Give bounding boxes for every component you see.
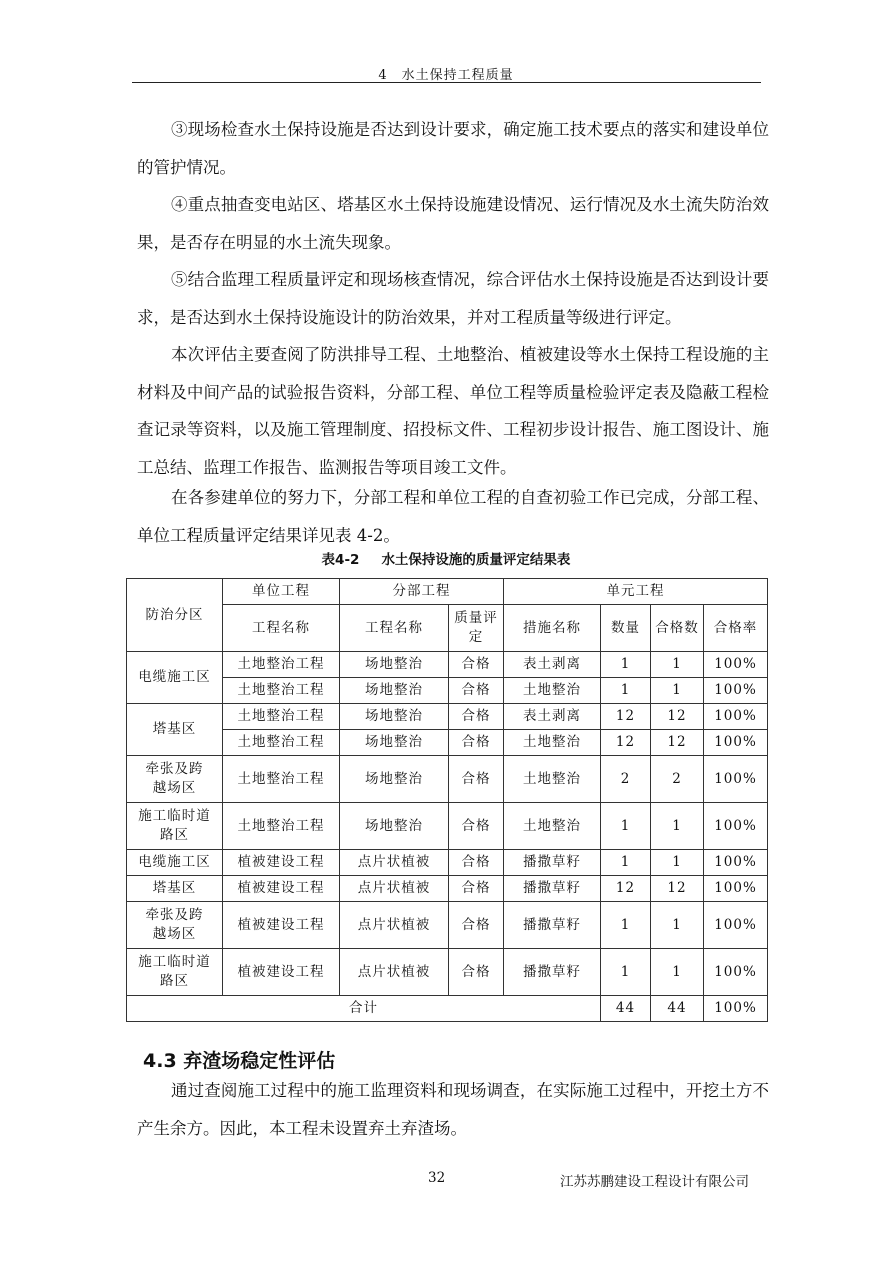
sub-cell: 场地整治 xyxy=(340,756,449,803)
table-row xyxy=(127,803,768,850)
table-total-row xyxy=(127,996,768,1022)
rate-cell: 100% xyxy=(704,850,768,876)
table-row xyxy=(127,704,768,730)
rate-cell: 100% xyxy=(704,730,768,756)
qty-cell: 1 xyxy=(601,678,651,704)
table-row xyxy=(127,678,768,704)
rate-cell: 100% xyxy=(704,756,768,803)
zone-cell: 牵张及跨 越场区 xyxy=(127,902,223,949)
qty-cell: 1 xyxy=(601,902,651,949)
total-rate-cell: 100% xyxy=(704,996,768,1022)
table-row xyxy=(127,756,768,803)
running-header: 4 水土保持工程质量 xyxy=(378,68,514,83)
rate-cell: 100% xyxy=(704,902,768,949)
qty-cell: 12 xyxy=(601,876,651,902)
sub-cell: 场地整治 xyxy=(340,652,449,678)
header-sub-project: 分部工程 xyxy=(340,579,504,605)
header-zone: 防治分区 xyxy=(127,579,223,652)
unit-cell: 植被建设工程 xyxy=(223,902,340,949)
ok-cell: 1 xyxy=(651,652,704,678)
total-label-cell: 合计 xyxy=(127,996,601,1022)
quality-cell: 合格 xyxy=(449,902,504,949)
rate-cell: 100% xyxy=(704,652,768,678)
table-row xyxy=(127,949,768,996)
header-rate: 合格率 xyxy=(704,605,768,652)
measure-cell: 播撒草籽 xyxy=(504,949,601,996)
paragraph-acceptance: 在各参建单位的努力下，分部工程和单位工程的自查初验工作已完成，分部工程、单位工程质量评定结果详见表 4-2。 xyxy=(137,488,769,545)
unit-cell: 植被建设工程 xyxy=(223,876,340,902)
table-number: 表4-2 xyxy=(321,552,360,568)
qty-cell: 2 xyxy=(601,756,651,803)
quality-cell: 合格 xyxy=(449,876,504,902)
sub-cell: 场地整治 xyxy=(340,803,449,850)
sub-cell: 点片状植被 xyxy=(340,850,449,876)
quality-cell: 合格 xyxy=(449,803,504,850)
header-quality: 质量评 定 xyxy=(449,605,504,652)
section-title: 4.3 弃渣场稳定性评估 xyxy=(143,1050,336,1072)
sub-cell: 点片状植被 xyxy=(340,876,449,902)
table-header-row xyxy=(127,579,768,605)
quality-cell: 合格 xyxy=(449,730,504,756)
qty-cell: 1 xyxy=(601,850,651,876)
qty-cell: 12 xyxy=(601,704,651,730)
sub-cell: 场地整治 xyxy=(340,704,449,730)
measure-cell: 播撒草籽 xyxy=(504,876,601,902)
measure-cell: 播撒草籽 xyxy=(504,902,601,949)
paragraph-spot-check: ④重点抽查变电站区、塔基区水土保持设施建设情况、运行情况及水土流失防治效果，是否存在明显的水土流失现象。 xyxy=(137,195,769,252)
ok-cell: 12 xyxy=(651,730,704,756)
zone-cell: 塔基区 xyxy=(127,876,223,902)
quality-cell: 合格 xyxy=(449,652,504,678)
table-row xyxy=(127,876,768,902)
header-project-name: 工程名称 xyxy=(223,605,340,652)
header-rule xyxy=(132,82,761,83)
qty-cell: 12 xyxy=(601,730,651,756)
quality-cell: 合格 xyxy=(449,850,504,876)
rate-cell: 100% xyxy=(704,803,768,850)
zone-cell: 电缆施工区 xyxy=(127,850,223,876)
section-paragraph: 通过查阅施工过程中的施工监理资料和现场调查，在实际施工过程中，开挖土方不产生余方。因此，本工程未设置弃土弃渣场。 xyxy=(137,1081,769,1138)
table-caption xyxy=(0,548,892,568)
measure-cell: 土地整治 xyxy=(504,803,601,850)
paragraph-check-design: ③现场检查水土保持设施是否达到设计要求，确定施工技术要点的落实和建设单位的管护情况。 xyxy=(137,120,769,177)
table-subheader-row xyxy=(127,605,768,652)
header-unit-project: 单位工程 xyxy=(223,579,340,605)
rate-cell: 100% xyxy=(704,949,768,996)
unit-cell: 土地整治工程 xyxy=(223,704,340,730)
paragraph-documents: 本次评估主要查阅了防洪排导工程、土地整治、植被建设等水土保持工程设施的主材料及中间产品的试验报告资料，分部工程、单位工程等质量检验评定表及隐蔽工程检查记录等资料，以及施工管理制度、招投标文件、工程初步设计报告、施工图设计、施工总结、监理工作报告、监测报告等项目竣工文件。 xyxy=(137,345,769,477)
table-row xyxy=(127,850,768,876)
unit-cell: 土地整治工程 xyxy=(223,803,340,850)
ok-cell: 12 xyxy=(651,876,704,902)
quality-cell: 合格 xyxy=(449,756,504,803)
table-row xyxy=(127,730,768,756)
zone-cell: 电缆施工区 xyxy=(127,652,223,704)
header-qualified: 合格数 xyxy=(651,605,704,652)
measure-cell: 表土剥离 xyxy=(504,652,601,678)
measure-cell: 土地整治 xyxy=(504,678,601,704)
measure-cell: 表土剥离 xyxy=(504,704,601,730)
qty-cell: 1 xyxy=(601,949,651,996)
footer-company: 江苏苏鹏建设工程设计有限公司 xyxy=(560,1174,749,1190)
unit-cell: 植被建设工程 xyxy=(223,850,340,876)
ok-cell: 12 xyxy=(651,704,704,730)
zone-cell: 牵张及跨 越场区 xyxy=(127,756,223,803)
table-row xyxy=(127,652,768,678)
qty-cell: 1 xyxy=(601,803,651,850)
total-ok-cell: 44 xyxy=(651,996,704,1022)
ok-cell: 1 xyxy=(651,803,704,850)
rate-cell: 100% xyxy=(704,678,768,704)
sub-cell: 场地整治 xyxy=(340,730,449,756)
sub-cell: 点片状植被 xyxy=(340,949,449,996)
quality-cell: 合格 xyxy=(449,678,504,704)
quality-cell: 合格 xyxy=(449,949,504,996)
header-sub-project-name: 工程名称 xyxy=(340,605,449,652)
table-title: 水土保持设施的质量评定结果表 xyxy=(381,552,571,568)
zone-cell: 施工临时道 路区 xyxy=(127,949,223,996)
quality-assessment-table xyxy=(126,578,768,1022)
measure-cell: 土地整治 xyxy=(504,756,601,803)
qty-cell: 1 xyxy=(601,652,651,678)
header-element-project: 单元工程 xyxy=(504,579,768,605)
rate-cell: 100% xyxy=(704,876,768,902)
sub-cell: 点片状植被 xyxy=(340,902,449,949)
rate-cell: 100% xyxy=(704,704,768,730)
ok-cell: 1 xyxy=(651,949,704,996)
zone-cell: 塔基区 xyxy=(127,704,223,756)
sub-cell: 场地整治 xyxy=(340,678,449,704)
ok-cell: 1 xyxy=(651,850,704,876)
unit-cell: 土地整治工程 xyxy=(223,756,340,803)
total-qty-cell: 44 xyxy=(601,996,651,1022)
header-quantity: 数量 xyxy=(601,605,651,652)
measure-cell: 播撒草籽 xyxy=(504,850,601,876)
paragraph-evaluation: ⑤结合监理工程质量评定和现场核查情况，综合评估水土保持设施是否达到设计要求，是否达到水土保持设施设计的防治效果，并对工程质量等级进行评定。 xyxy=(137,270,769,327)
unit-cell: 植被建设工程 xyxy=(223,949,340,996)
unit-cell: 土地整治工程 xyxy=(223,652,340,678)
ok-cell: 2 xyxy=(651,756,704,803)
unit-cell: 土地整治工程 xyxy=(223,730,340,756)
unit-cell: 土地整治工程 xyxy=(223,678,340,704)
measure-cell: 土地整治 xyxy=(504,730,601,756)
ok-cell: 1 xyxy=(651,902,704,949)
ok-cell: 1 xyxy=(651,678,704,704)
quality-cell: 合格 xyxy=(449,704,504,730)
zone-cell: 施工临时道 路区 xyxy=(127,803,223,850)
page-number: 32 xyxy=(428,1170,446,1186)
header-measure: 措施名称 xyxy=(504,605,601,652)
table-row xyxy=(127,902,768,949)
